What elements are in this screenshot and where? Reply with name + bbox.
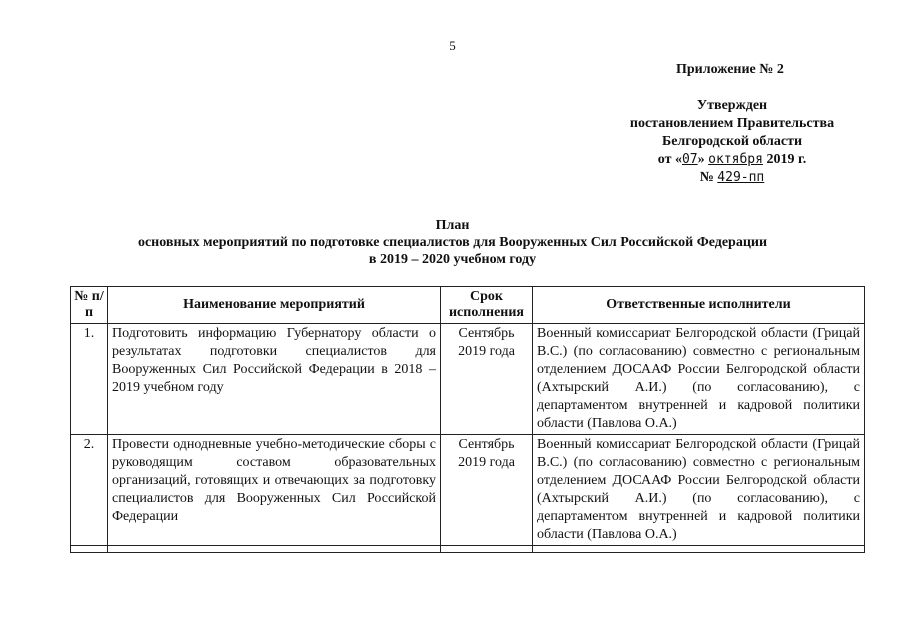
approval-number-prefix: № [699, 170, 714, 185]
continuation-cell [533, 546, 865, 553]
plan-title-line-3: в 2019 – 2020 учебном году [368, 252, 537, 267]
row-deadline: Сентябрь 2019 года [441, 435, 533, 546]
continuation-cell [108, 546, 441, 553]
header-number: № п/п [71, 287, 108, 324]
row-number: 2. [71, 435, 108, 546]
plan-title-line-2: основных мероприятий по подготовке специалистов для Вооруженных Сил Российской Федерации [137, 235, 768, 250]
plan-table [70, 286, 865, 553]
approval-date-year: 2019 г. [766, 152, 807, 167]
approval-number-value: 429-пп [717, 170, 765, 185]
plan-title-line-1: План [435, 218, 470, 233]
approval-number [600, 169, 864, 187]
approval-line-2: постановлением Правительства [629, 116, 835, 131]
table-row [71, 324, 865, 435]
row-responsible: Военный комиссариат Белгородской области (Грицай В.С.) (по согласованию) совместно с региональным отделением ДОСААФ России Белгородской области (Ахтырский А.И.) (по согласованию), с департаментом внутренней и кадровой политики области (Павлова О.А.) [533, 324, 865, 435]
approval-date-mid: » [697, 152, 705, 167]
approval-date-prefix: от « [657, 152, 682, 167]
table-row [71, 435, 865, 546]
table-header-row [71, 287, 865, 324]
table-continuation-row [71, 546, 865, 553]
appendix-label: Приложение № 2 [676, 62, 784, 77]
row-event: Подготовить информацию Губернатору области о результатах подготовки специалистов для Вооруженных Сил Российской Федерации в 2018 – 2019 учебном году [108, 324, 441, 435]
row-responsible: Военный комиссариат Белгородской области (Грицай В.С.) (по согласованию) совместно с региональным отделением ДОСААФ России Белгородской области (Ахтырский А.И.) (по согласованию), с департаментом внутренней и кадровой политики области (Павлова О.А.) [533, 435, 865, 546]
continuation-cell [441, 546, 533, 553]
row-number: 1. [71, 324, 108, 435]
header-responsible: Ответственные исполнители [533, 287, 865, 324]
row-deadline: Сентябрь 2019 года [441, 324, 533, 435]
approval-line-3: Белгородской области [661, 134, 803, 149]
approval-date-month: октября [708, 152, 763, 167]
approval-block [600, 97, 864, 187]
approval-date-day: 07 [681, 152, 698, 167]
header-event: Наименование мероприятий [108, 287, 441, 324]
header-deadline: Срок исполнения [441, 287, 533, 324]
page-number: 5 [449, 38, 456, 53]
plan-title [0, 217, 905, 268]
row-event: Провести однодневные учебно-методические сборы с руководящим составом образовательных организаций, готовящих и отвечающих за подготовку специалистов для Вооруженных Сил Российской Федерации [108, 435, 441, 546]
continuation-cell [71, 546, 108, 553]
approval-date [600, 151, 864, 169]
approval-line-1: Утвержден [696, 98, 768, 113]
